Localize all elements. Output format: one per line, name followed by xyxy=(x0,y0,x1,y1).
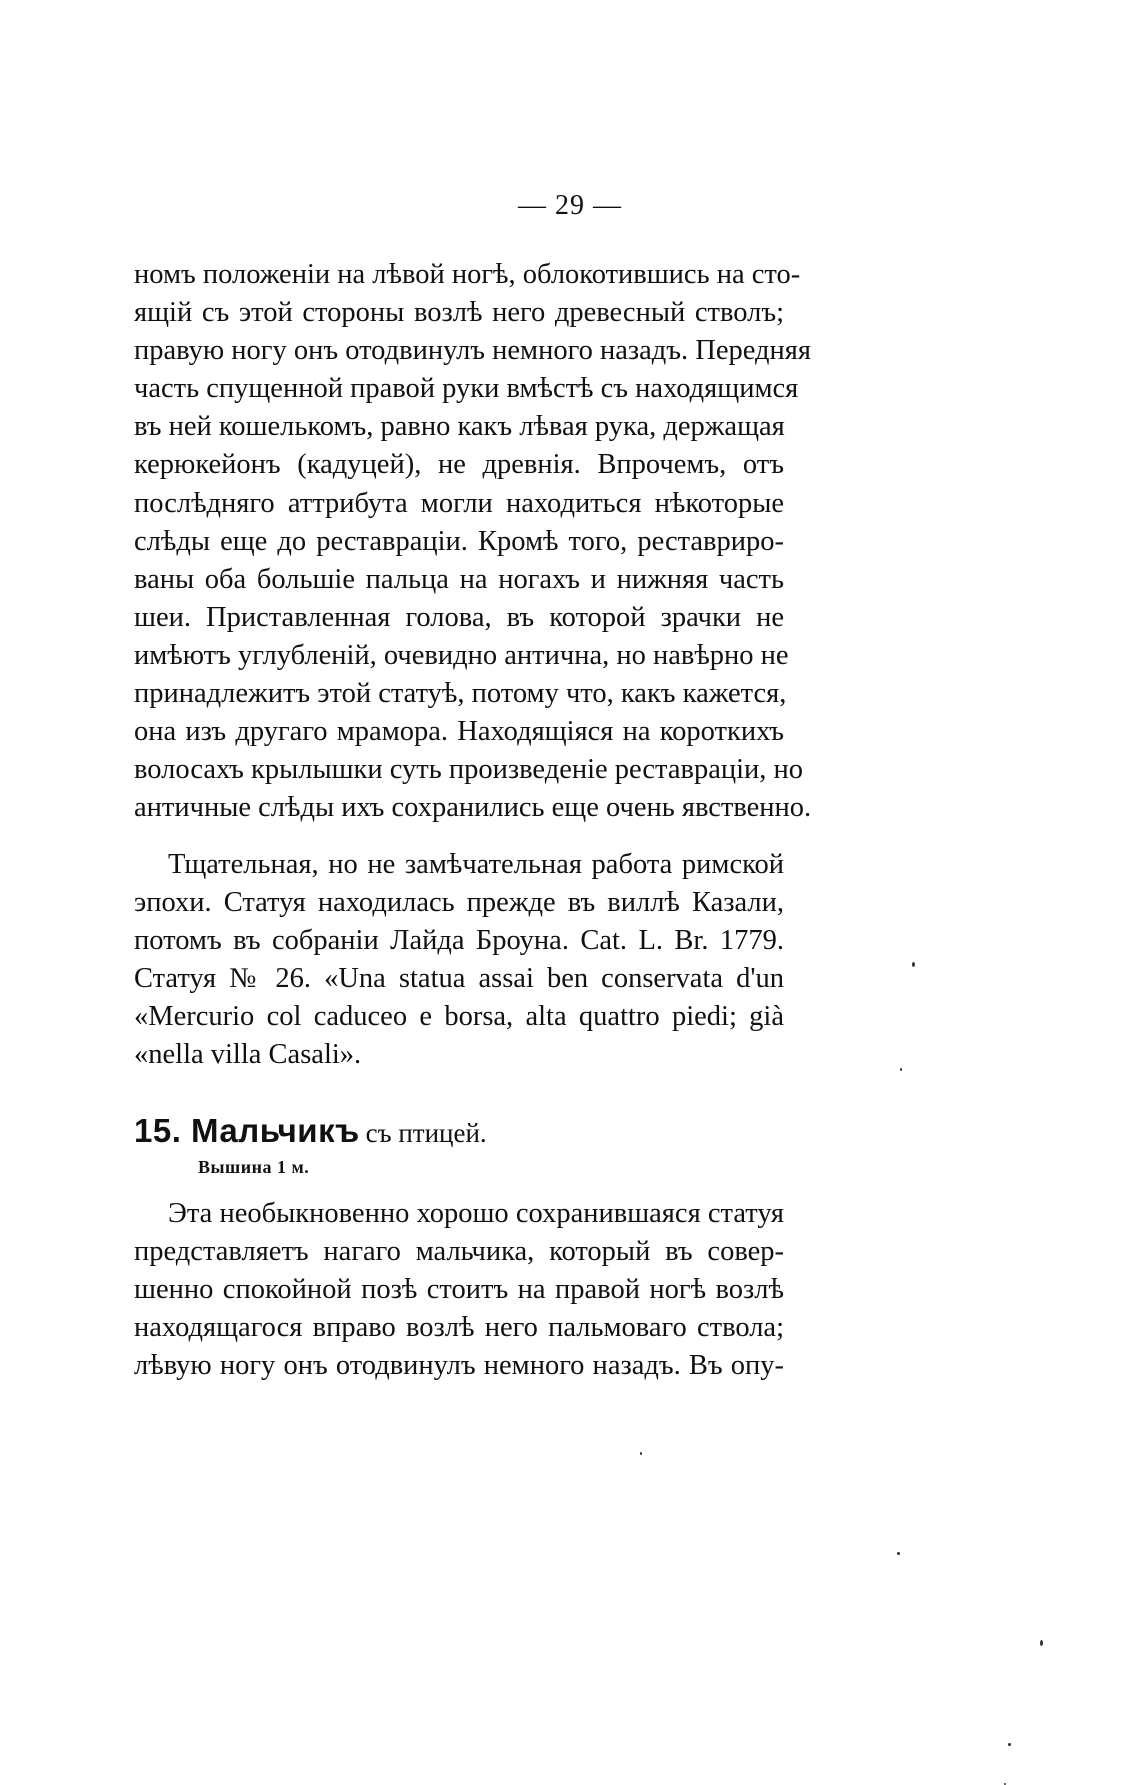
text-line: «Mercurio col caduceo e borsa, alta quattro piedi; già xyxy=(134,1001,784,1033)
text-line: Эта необыкновенно хорошо сохранившаяся статуя xyxy=(168,1198,784,1229)
section-title: 15. Мальчикъ xyxy=(134,1112,360,1149)
text-line: ваны оба большiе пальца на ногахъ и нижняя часть xyxy=(134,563,784,595)
text-line: Тщательная, но не замѣчательная работа римской xyxy=(168,849,784,880)
text-line: правую ногу онъ отодвинулъ немного назадъ. Передняя xyxy=(134,335,811,367)
text-line: слѣды еще до реставрацiи. Кромѣ того, реставриро- xyxy=(134,525,784,557)
text-line: «nella villa Casali». xyxy=(134,1039,362,1071)
text-line: Статуя № 26. «Una statua assai ben conservata d'un xyxy=(134,963,784,995)
text-line: она изъ другаго мрамора. Находящiяся на короткихъ xyxy=(134,716,784,748)
scan-speck xyxy=(912,962,915,967)
text-line: ящiй съ этой стороны возлѣ него древесный стволъ; xyxy=(134,297,784,329)
scan-speck xyxy=(1040,1640,1043,1646)
text-line: эпохи. Статуя находилась прежде въ виллѣ Казали, xyxy=(134,887,784,919)
text-line: въ ней кошелькомъ, равно какъ лѣвая рука, держащая xyxy=(134,411,785,443)
scan-speck xyxy=(1008,1743,1011,1746)
text-line: номъ положенiи на лѣвой ногѣ, облокотившись на сто- xyxy=(134,259,801,290)
page-number: — 29 — xyxy=(518,190,622,221)
text-line: принадлежитъ этой статуѣ, потому что, какъ кажется, xyxy=(134,678,787,710)
text-line: находящагося вправо возлѣ него пальмоваго ствола; xyxy=(134,1312,784,1344)
scan-speck xyxy=(897,1552,900,1555)
paragraph-provenance xyxy=(134,846,784,1075)
section-subtitle: съ птицей. xyxy=(365,1118,487,1148)
text-line: потомъ въ собранiи Лайда Броуна. Cat. L. Br. 1779. xyxy=(134,925,784,957)
text-line: представляетъ нагаго мальчика, который въ совер- xyxy=(134,1236,784,1268)
text-line: керюкейонъ (кадуцей), не древнiя. Впрочемъ, отъ xyxy=(134,449,784,481)
text-line: имѣютъ углубленiй, очевидно антична, но навѣрно не xyxy=(134,639,789,671)
text-line: лѣвую ногу онъ отодвинулъ немного назадъ. Въ опу- xyxy=(134,1350,784,1382)
paragraph-statue-description xyxy=(134,256,812,827)
section-heading xyxy=(134,1112,784,1150)
paragraph-boy-description xyxy=(134,1195,784,1385)
scan-speck xyxy=(640,1452,642,1455)
text-line: часть спущенной правой руки вмѣстѣ съ находящимся xyxy=(134,373,799,405)
section-height-note: Вышина 1 м. xyxy=(198,1157,310,1177)
text-line: шеи. Приставленная голова, въ которой зрачки не xyxy=(134,601,784,633)
scan-speck xyxy=(900,1068,902,1071)
text-line: античные слѣды ихъ сохранились еще очень явственно. xyxy=(134,792,812,824)
text-line: послѣдняго аттрибута могли находиться нѣкоторые xyxy=(134,487,784,519)
text-line: волосахъ крылышки суть произведенiе реставрацiи, но xyxy=(134,754,804,786)
text-line: шенно спокойной позѣ стоитъ на правой ногѣ возлѣ xyxy=(134,1274,784,1306)
